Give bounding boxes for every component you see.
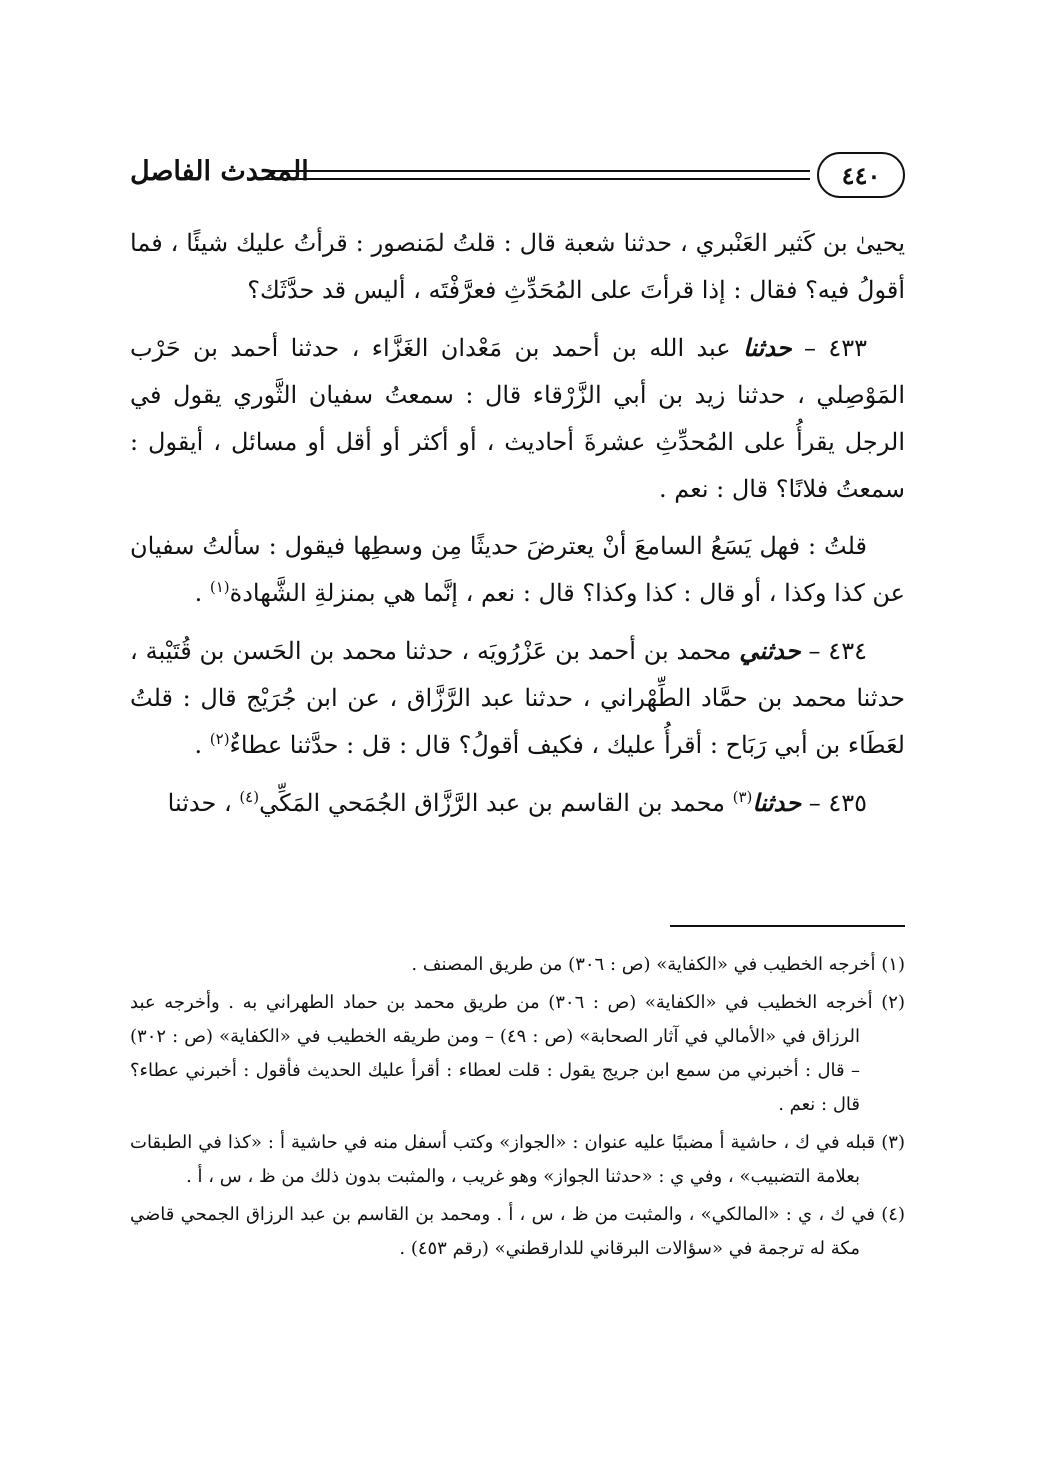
- footnote-label: (١): [881, 954, 905, 975]
- paragraph-text: عبد الله بن أحمد بن مَعْدان الغَزَّاء ، حدثنا أحمد بن حَرْب المَوْصِلي ، حدثنا زيد بن أبي الزَّرْقاء قال : سمعتُ سفيان الثَّوري يقول في الرجل يقرأُ على المُحدِّثِ عشرةَ أحاديث ، أو أكثر أو أقل أو مسائل ، أيقول : سمعتُ فلانًا؟ قال : نعم .: [130, 334, 905, 503]
- header-rule-top: [265, 170, 810, 172]
- footnote-text: أخرجه الخطيب في «الكفاية» (ص : ٣٠٦) من طريق محمد بن حماد الطهراني به . وأخرجه عبد الرزاق في «الأمالي في آثار الصحابة» (ص : ٤٩) – ومن طريقه الخطيب في «الكفاية» (ص : ٣٠٢) – قال : أخبرني من سمع ابن جريج يقول : قلت لعطاء : أقرأ عليك الحديث فأقول : أخبرني عطاء؟ قال : نعم .: [130, 992, 873, 1115]
- footnote-text: قبله في ك ، حاشية أ مضببًا عليه عنوان : «الجواز» وكتب أسفل منه في حاشية أ : «كذا في الطبقات بعلامة التضبيب» ، وفي ي : «حدثنا الجواز» وهو غريب ، والمثبت بدون ذلك من ظ ، س ، أ .: [130, 1132, 876, 1187]
- hadith-lead: حدثنا: [752, 788, 802, 817]
- hadith-number: ٤٣٥ –: [808, 789, 867, 817]
- page-number: ٤٤٠: [817, 152, 905, 198]
- paragraph-tail: ، حدثنا: [167, 789, 240, 817]
- footnote-label: (٣): [881, 1132, 905, 1153]
- footnote-label: (٢): [881, 992, 905, 1013]
- footnote-separator: [670, 925, 905, 927]
- footnote-ref[interactable]: (٤): [239, 788, 260, 806]
- footnote-ref[interactable]: (٣): [732, 788, 753, 806]
- hadith-lead: حدثني: [739, 636, 801, 665]
- paragraph-tail: .: [194, 579, 210, 607]
- book-title: المحدث الفاصل: [130, 156, 309, 187]
- hadith-433: [130, 324, 905, 513]
- hadith-number: ٤٣٤ –: [808, 637, 867, 665]
- hadith-lead: حدثنا: [742, 333, 792, 362]
- paragraph: [130, 220, 905, 314]
- footnote: [130, 986, 905, 1122]
- footnotes: [130, 948, 905, 1270]
- page-header: [130, 152, 905, 202]
- footnote-ref[interactable]: (٢): [209, 730, 230, 748]
- hadith-435: [130, 779, 905, 827]
- footnote-text: أخرجه الخطيب في «الكفاية» (ص : ٣٠٦) من طريق المصنف .: [411, 954, 876, 975]
- footnote: [130, 948, 905, 982]
- footnote: [130, 1198, 905, 1266]
- main-text: [130, 220, 905, 837]
- paragraph-tail: .: [194, 731, 210, 759]
- header-rule-bottom: [265, 178, 810, 180]
- paragraph-text: محمد بن أحمد بن عَزْرُويَه ، حدثنا محمد بن الحَسن بن قُتَيْبة ، حدثنا محمد بن حمَّاد الطِّهْراني ، حدثنا عبد الرَّزَّاق ، عن ابن جُرَيْج قال : قلتُ لعَطَاء بن أبي رَبَاح : أقرأُ عليك ، فكيف أقولُ؟ قال : قل : حدَّثنا عطاءٌ: [130, 637, 905, 759]
- footnote: [130, 1126, 905, 1194]
- footnote-ref[interactable]: (١): [209, 578, 230, 596]
- hadith-434: [130, 627, 905, 769]
- hadith-number: ٤٣٣ –: [803, 334, 867, 362]
- paragraph-text: قلتُ : فهل يَسَعُ السامعَ أنْ يعترضَ حديثًا مِن وسطِها فيقول : سألتُ سفيان عن كذا وكذا ، أو قال : كذا وكذا؟ قال : نعم ، إنَّما هي بمنزلةِ الشَّهادة: [130, 532, 905, 607]
- paragraph-text: محمد بن القاسم بن عبد الرَّزَّاق الجُمَحي المَكِّي: [259, 789, 725, 817]
- paragraph-text: يحيىٰ بن كَثير العَنْبري ، حدثنا شعبة قال : قلتُ لمَنصور : قرأتُ عليك شيئًا ، فما أقولُ فيه؟ فقال : إذا قرأتَ على المُحَدِّثِ فعرَّفْتَه ، أليس قد حدَّثَك؟: [130, 229, 905, 304]
- paragraph: [130, 523, 905, 617]
- footnote-label: (٤): [881, 1204, 905, 1225]
- footnote-text: في ك ، ي : «المالكي» ، والمثبت من ظ ، س ، أ . ومحمد بن القاسم بن عبد الرزاق الجمحي قاضي مكة له ترجمة في «سؤالات البرقاني للدارقطني» (رقم ٤٥٣) .: [130, 1204, 876, 1259]
